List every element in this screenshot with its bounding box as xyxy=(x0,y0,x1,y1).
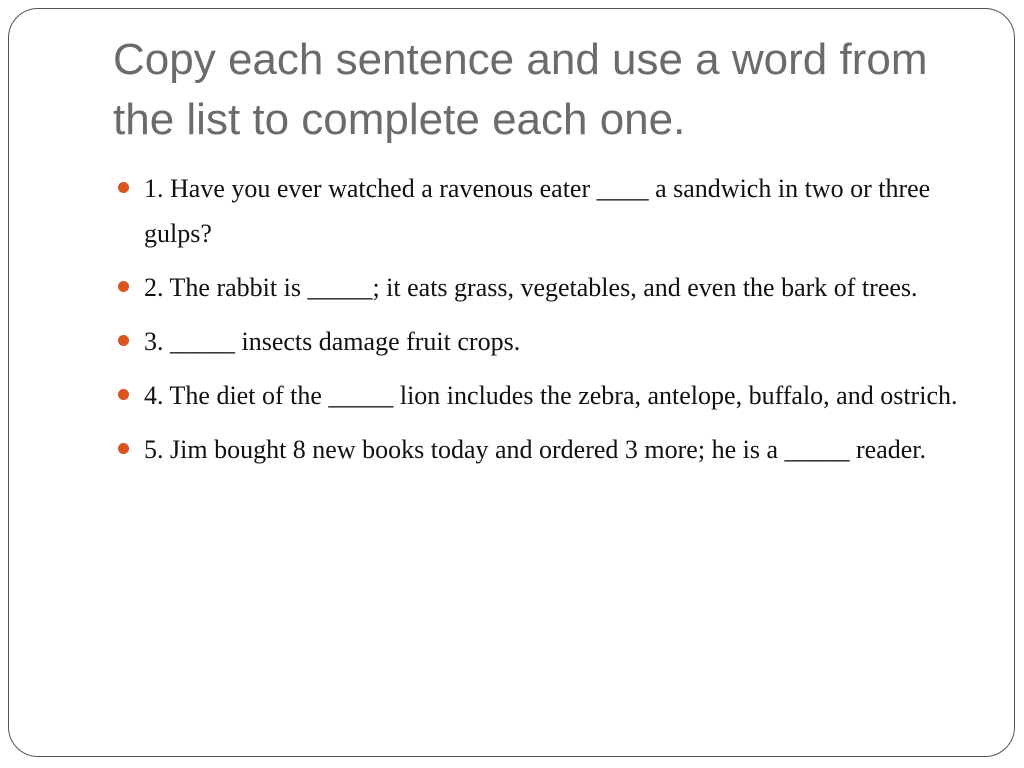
bullet-icon xyxy=(118,389,129,400)
bullet-icon xyxy=(118,335,129,346)
sentence-text: 4. The diet of the _____ lion includes the zebra, antelope, buffalo, and ostrich. xyxy=(144,381,958,410)
sentence-list xyxy=(115,166,965,481)
bullet-icon xyxy=(118,182,129,193)
sentence-text: 3. _____ insects damage fruit crops. xyxy=(144,327,521,356)
sentence-text: 1. Have you ever watched a ravenous eater ____ a sandwich in two or three gulps? xyxy=(144,174,931,248)
sentence-text: 2. The rabbit is _____; it eats grass, vegetables, and even the bark of trees. xyxy=(144,273,918,302)
sentence-text: 5. Jim bought 8 new books today and ordered 3 more; he is a _____ reader. xyxy=(144,435,926,464)
list-item xyxy=(115,373,965,418)
list-item xyxy=(115,319,965,364)
bullet-icon xyxy=(118,443,129,454)
list-item xyxy=(115,166,965,256)
slide-title: Copy each sentence and use a word from the list to complete each one. xyxy=(113,35,928,144)
list-item xyxy=(115,427,965,472)
bullet-icon xyxy=(118,281,129,292)
list-item xyxy=(115,265,965,310)
